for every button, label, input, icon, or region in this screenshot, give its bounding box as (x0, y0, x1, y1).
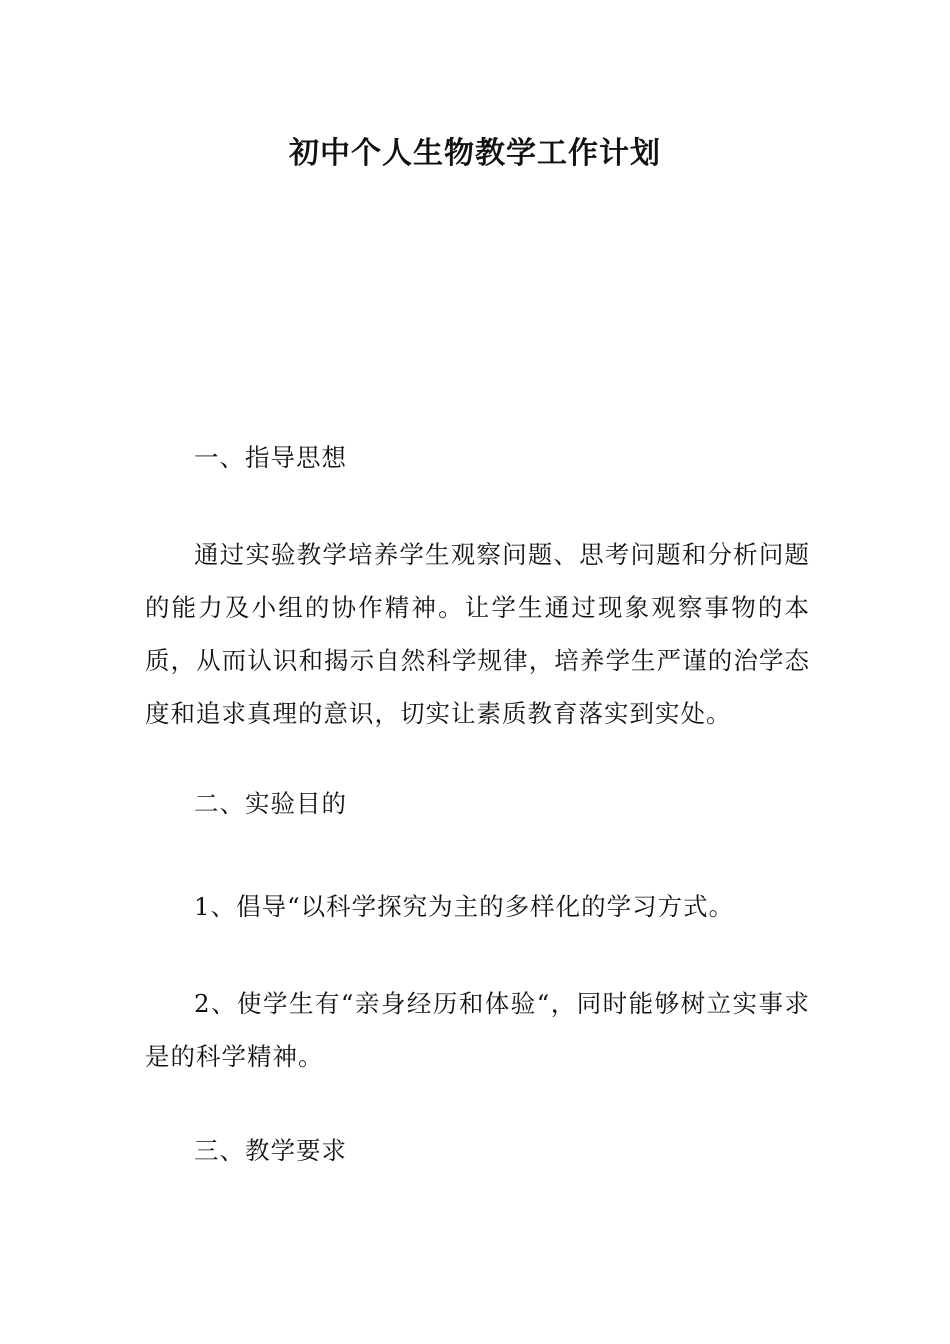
section-heading-guiding-ideology: 一、指导思想 (194, 443, 347, 472)
paragraph-guiding-ideology: 通过实验教学培养学生观察问题、思考问题和分析问题的能力及小组的协作精神。让学生通过现象观察事物的本质，从而认识和揭示自然科学规律，培养学生严谨的治学态度和追求真理的意识，切实让素质教育落实到实处。 (145, 540, 810, 728)
section-heading-experiment-purpose: 二、实验目的 (194, 789, 347, 818)
document-title: 初中个人生物教学工作计划 (289, 136, 661, 171)
paragraph-purpose-item-2: 2、使学生有“亲身经历和体验“，同时能够树立实事求是的科学精神。 (145, 989, 810, 1071)
section-heading-teaching-requirements: 三、教学要求 (194, 1136, 347, 1165)
paragraph-purpose-item-1: 1、倡导“以科学探究为主的多样化的学习方式。 (194, 892, 735, 921)
